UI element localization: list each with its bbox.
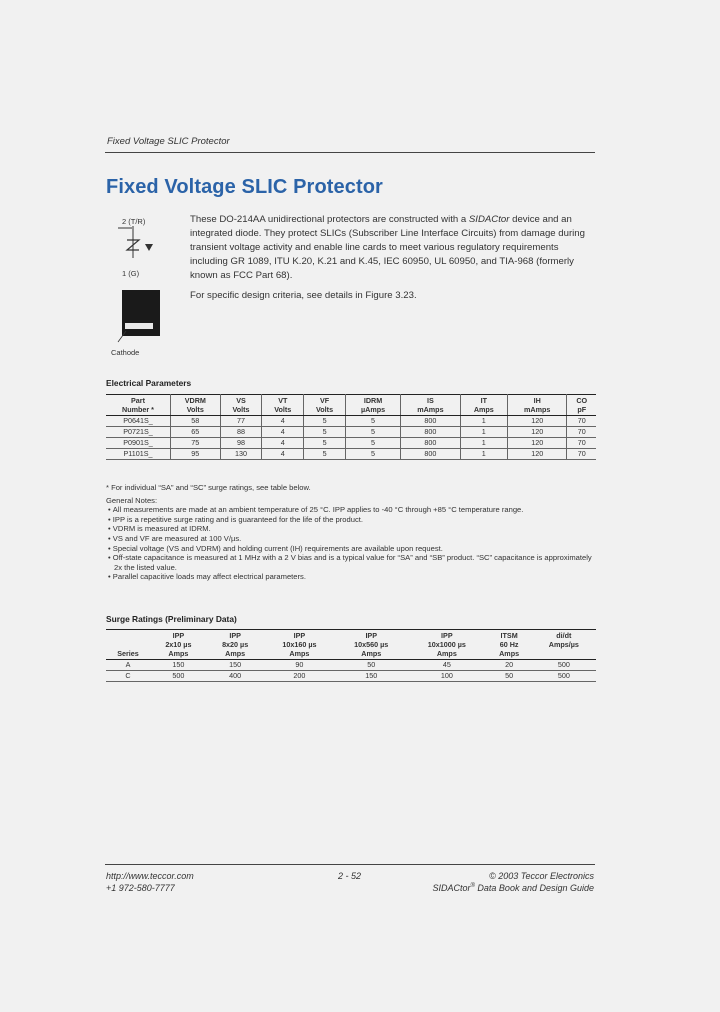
- header-condition: 10x560 µs: [354, 640, 389, 649]
- header-symbol: VF: [319, 396, 330, 405]
- surge-header-cell: [407, 630, 486, 660]
- header-symbol: IPP: [293, 631, 306, 640]
- header-condition: Amps/µs: [548, 640, 579, 649]
- table-cell: 70: [567, 449, 596, 460]
- electrical-header-cell: [345, 395, 400, 416]
- package-body: [122, 290, 160, 336]
- header-unit: Volts: [232, 405, 250, 414]
- header-symbol: ITSM: [500, 631, 518, 640]
- header-symbol: IPP: [441, 631, 453, 640]
- table-cell: 1: [460, 438, 507, 449]
- part-number-cell: P0721S_: [106, 427, 171, 438]
- note-item: • Off-state capacitance is measured at 1 MHz with a 2 V bias and is a typical value for “SA” and “SB” product. “SC” capacitance is approximately 2x the listed value.: [114, 553, 596, 572]
- cathode-label: Cathode: [111, 348, 140, 357]
- electrical-header-row: [106, 395, 596, 416]
- general-notes: [106, 483, 596, 582]
- header-symbol: CO: [576, 396, 588, 405]
- series-cell: C: [106, 671, 150, 682]
- note-item: • All measurements are made at an ambient temperature of 25 °C. IPP applies to -40 °C through +85 °C temperature range.: [114, 505, 596, 515]
- table-cell: 120: [507, 416, 566, 427]
- table-cell: 5: [304, 427, 346, 438]
- table-cell: 120: [507, 427, 566, 438]
- header-unit: Series: [117, 649, 139, 658]
- table-cell: 5: [304, 449, 346, 460]
- table-cell: 90: [264, 660, 336, 671]
- header-unit: Amps: [361, 649, 382, 658]
- header-symbol: IPP: [365, 631, 378, 640]
- table-row: [106, 660, 596, 671]
- table-cell: 4: [262, 427, 304, 438]
- header-unit: Amps: [289, 649, 310, 658]
- table-row: [106, 416, 596, 427]
- header-symbol: VDRM: [184, 396, 206, 405]
- table-cell: 800: [401, 449, 460, 460]
- table-cell: 5: [345, 449, 400, 460]
- surge-ratings-title: Surge Ratings (Preliminary Data): [106, 614, 237, 624]
- table-cell: 65: [171, 427, 221, 438]
- header-unit: Number *: [122, 405, 154, 414]
- table-cell: 5: [345, 416, 400, 427]
- header-unit: Volts: [274, 405, 292, 414]
- footer-url[interactable]: http://www.teccor.com: [106, 871, 194, 881]
- table-cell: 500: [532, 671, 596, 682]
- header-unit: Amps: [168, 649, 189, 658]
- header-unit: [534, 649, 594, 658]
- electrical-parameters-title: Electrical Parameters: [106, 378, 192, 388]
- electrical-header-cell: [171, 395, 221, 416]
- table-cell: 75: [171, 438, 221, 449]
- table-cell: 4: [262, 449, 304, 460]
- table-cell: 150: [150, 660, 207, 671]
- footer-rule: [105, 864, 595, 865]
- header-symbol: IT: [480, 396, 487, 405]
- header-symbol: IS: [426, 396, 434, 405]
- electrical-header-cell: [401, 395, 460, 416]
- electrical-parameters-table: [106, 394, 596, 460]
- table-cell: 77: [220, 416, 262, 427]
- table-row: [106, 449, 596, 460]
- intro-paragraph: These DO-214AA unidirectional protectors are constructed with a SIDACtor device and an integrated diode. They protect SLICs (Subscriber Line Interface Circuits) from damage during transient voltage activity and enable line cards to meet various regulatory requirements including GR 1089, ITU K.20, K.21 and K.45, IEC 60950, UL 60950, and TIA-968 (formerly known as FCC Part 68).: [190, 214, 585, 281]
- footer-copyright: © 2003 Teccor Electronics: [489, 871, 594, 881]
- header-unit: Amps: [499, 649, 520, 658]
- pin-bottom-label: 1 (G): [122, 269, 140, 278]
- table-cell: 50: [487, 671, 532, 682]
- electrical-header-cell: [460, 395, 507, 416]
- table-cell: 58: [171, 416, 221, 427]
- electrical-header-cell: [507, 395, 566, 416]
- table-cell: 70: [567, 427, 596, 438]
- header-symbol: VT: [278, 396, 288, 405]
- table-cell: 5: [345, 438, 400, 449]
- note-item: • Parallel capacitive loads may affect electrical parameters.: [114, 572, 596, 582]
- header-condition: 2x10 µs: [165, 640, 192, 649]
- header-unit: mAmps: [417, 405, 444, 414]
- table-cell: 800: [401, 427, 460, 438]
- header-unit: Amps: [225, 649, 246, 658]
- table-cell: 150: [335, 671, 407, 682]
- table-cell: 120: [507, 438, 566, 449]
- surge-header-cell: [106, 630, 150, 660]
- part-number-cell: P0641S_: [106, 416, 171, 427]
- electrical-header-cell: [567, 395, 596, 416]
- table-cell: 800: [401, 438, 460, 449]
- table-cell: 200: [264, 671, 336, 682]
- surge-footnote: * For individual “SA” and “SC” surge ratings, see table below.: [106, 483, 311, 492]
- running-header: Fixed Voltage SLIC Protector: [107, 136, 230, 147]
- table-cell: 4: [262, 438, 304, 449]
- surge-header-cell: [532, 630, 596, 660]
- surge-header-cell: [150, 630, 207, 660]
- table-cell: 800: [401, 416, 460, 427]
- header-symbol: di/dt: [556, 631, 572, 640]
- header-condition: 8x20 µs: [222, 640, 249, 649]
- table-cell: 50: [335, 660, 407, 671]
- cathode-band: [125, 323, 153, 329]
- table-cell: 45: [407, 660, 486, 671]
- header-unit: Amps: [436, 649, 457, 658]
- table-cell: 150: [207, 660, 264, 671]
- surge-header-cell: [207, 630, 264, 660]
- table-cell: 500: [150, 671, 207, 682]
- note-item: • VS and VF are measured at 100 V/µs.: [114, 534, 596, 544]
- surge-header-cell: [335, 630, 407, 660]
- table-cell: 100: [407, 671, 486, 682]
- header-condition: [108, 640, 148, 649]
- surge-header-cell: [487, 630, 532, 660]
- note-item: • IPP is a repetitive surge rating and is guaranteed for the life of the product.: [114, 515, 596, 525]
- notes-heading: General Notes:: [106, 495, 158, 505]
- table-cell: 5: [304, 438, 346, 449]
- header-condition: 10x1000 µs: [427, 640, 466, 649]
- table-cell: 70: [567, 438, 596, 449]
- header-condition: 10x160 µs: [282, 640, 317, 649]
- electrical-header-cell: [106, 395, 171, 416]
- footer-guide-title: SIDACtor® Data Book and Design Guide: [432, 883, 594, 893]
- header-symbol: Part: [131, 396, 145, 405]
- table-cell: 130: [220, 449, 262, 460]
- surge-header-cell: [264, 630, 336, 660]
- header-unit: µAmps: [360, 405, 386, 414]
- header-symbol: IDRM: [363, 396, 383, 405]
- electrical-header-cell: [262, 395, 304, 416]
- header-symbol: IPP: [229, 631, 241, 640]
- header-symbol: [108, 631, 148, 640]
- notes-list: [106, 505, 596, 582]
- table-cell: 5: [345, 427, 400, 438]
- header-rule: [105, 152, 595, 153]
- part-number-cell: P1101S_: [106, 449, 171, 460]
- table-cell: 500: [532, 660, 596, 671]
- note-item: • VDRM is measured at IDRM.: [114, 524, 596, 534]
- table-cell: 4: [262, 416, 304, 427]
- series-cell: A: [106, 660, 150, 671]
- page-number: 2 - 52: [338, 871, 362, 881]
- header-unit: Volts: [186, 405, 204, 414]
- part-number-cell: P0901S_: [106, 438, 171, 449]
- header-unit: Volts: [316, 405, 334, 414]
- table-cell: 88: [220, 427, 262, 438]
- header-unit: Amps: [473, 405, 494, 414]
- table-cell: 95: [171, 449, 221, 460]
- table-cell: 70: [567, 416, 596, 427]
- page-title: Fixed Voltage SLIC Protector: [106, 176, 383, 198]
- table-cell: 400: [207, 671, 264, 682]
- note-item: • Special voltage (VS and VDRM) and holding current (IH) requirements are available upon request.: [114, 544, 596, 554]
- device-diagram: [108, 214, 178, 364]
- header-condition: 60 Hz: [499, 640, 519, 649]
- table-cell: 120: [507, 449, 566, 460]
- table-cell: 5: [304, 416, 346, 427]
- table-cell: 98: [220, 438, 262, 449]
- surge-header-row: [106, 630, 596, 660]
- pin-top-label: 2 (T/R): [122, 217, 146, 226]
- header-unit: pF: [577, 405, 587, 414]
- table-cell: 1: [460, 449, 507, 460]
- design-criteria-text: For specific design criteria, see details in Figure 3.23.: [190, 290, 417, 301]
- table-row: [106, 427, 596, 438]
- header-unit: mAmps: [524, 405, 551, 414]
- table-row: [106, 671, 596, 682]
- electrical-header-cell: [220, 395, 262, 416]
- table-cell: 1: [460, 427, 507, 438]
- footer-phone: +1 972-580-7777: [106, 883, 175, 893]
- header-symbol: VS: [236, 396, 246, 405]
- table-cell: 20: [487, 660, 532, 671]
- table-row: [106, 438, 596, 449]
- table-cell: 1: [460, 416, 507, 427]
- header-symbol: IPP: [172, 631, 185, 640]
- electrical-header-cell: [304, 395, 346, 416]
- header-symbol: IH: [533, 396, 541, 405]
- diode-symbol-icon: [145, 244, 153, 251]
- surge-ratings-table: [106, 629, 596, 682]
